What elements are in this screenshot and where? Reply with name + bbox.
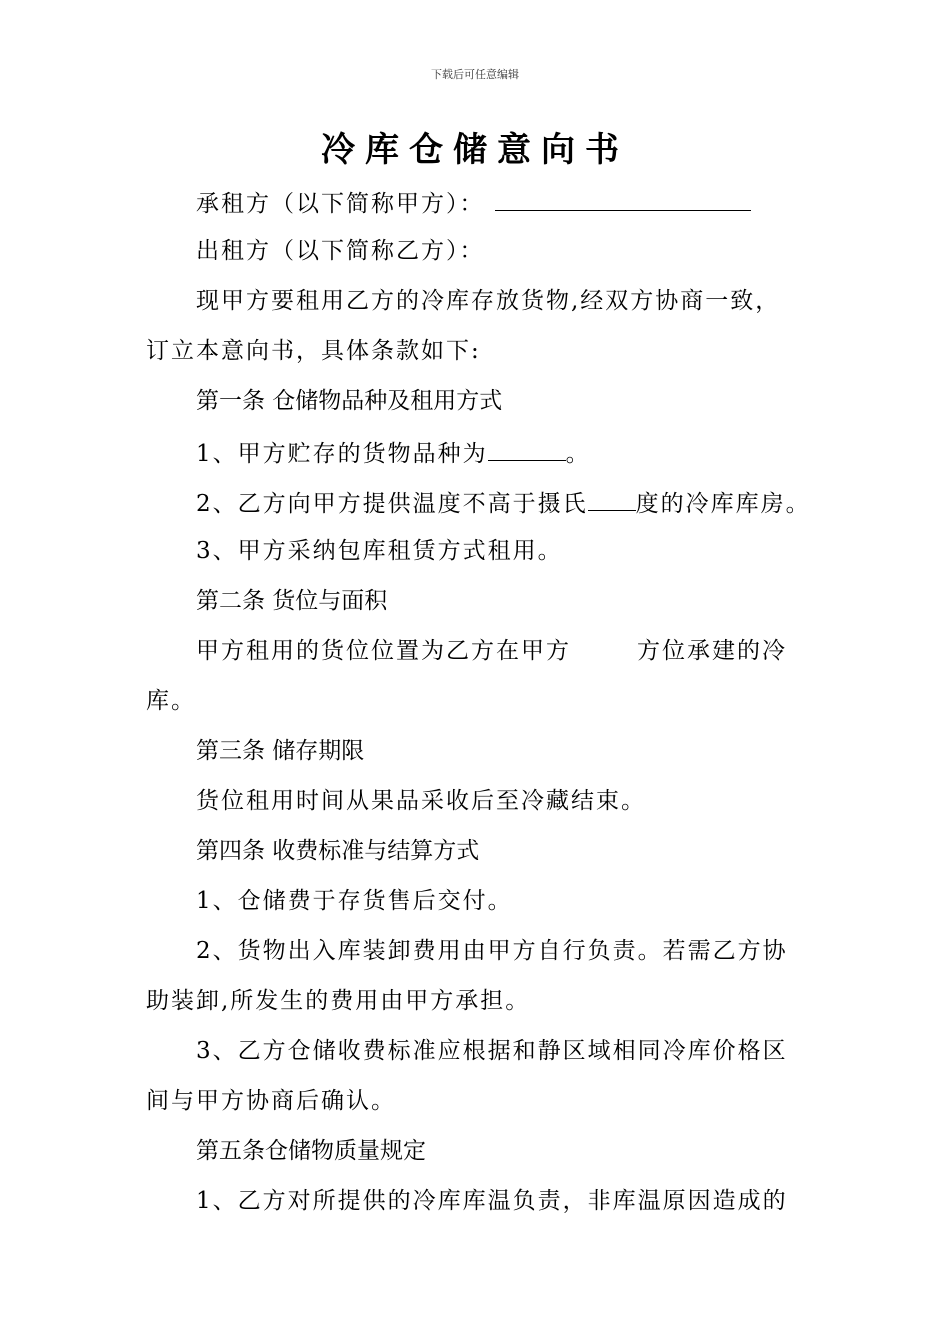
article-4-item-3-line-2: 间与甲方协商后确认。 <box>146 1088 396 1114</box>
header-note: 下载后可任意编辑 <box>431 68 519 81</box>
article-2-heading: 第二条 货位与面积 <box>196 588 388 614</box>
article-4-item-1: 1、仓储费于存货售后交付。 <box>196 888 513 914</box>
lessor-line <box>196 234 876 268</box>
article-4-heading: 第四条 收费标准与结算方式 <box>196 838 480 864</box>
article-1-item-2 <box>196 484 876 521</box>
intro-line-2: 订立本意向书，具体条款如下: <box>146 338 481 364</box>
article-3-text: 货位租用时间从果品采收后至冷藏结束。 <box>196 788 646 814</box>
article-5-heading: 第五条仓储物质量规定 <box>196 1138 426 1164</box>
article-5-item-1-line-1: 1、乙方对所提供的冷库库温负责，非库温原因造成的 <box>196 1188 788 1214</box>
article-1-item-2-text: 2、乙方向甲方提供温度不高于摄氏 <box>196 491 588 517</box>
lessor-label: 出租方（以下简称乙方）： <box>196 238 485 264</box>
article-4-item-2-line-1: 2、货物出入库装卸费用由甲方自行负责。若需乙方协 <box>196 938 788 964</box>
temperature-blank <box>588 484 636 511</box>
article-1-item-1-text: 1、甲方贮存的货物品种为 <box>196 441 488 467</box>
lessee-line <box>196 184 876 221</box>
article-1-item-2-end: 度的冷库库房。 <box>635 491 811 517</box>
article-4-item-3-line-1: 3、乙方仓储收费标准应根据和静区域相同冷库价格区 <box>196 1038 788 1064</box>
article-2-text <box>196 634 876 668</box>
goods-type-blank <box>488 434 566 461</box>
article-4-item-2-line-2: 助装卸,所发生的费用由甲方承担。 <box>146 988 531 1014</box>
article-2-text-2: 库。 <box>146 688 196 714</box>
article-2-text-a: 甲方租用的货位位置为乙方在甲方 <box>196 638 571 664</box>
document-title: 冷库仓储意向书 <box>321 130 629 170</box>
lessee-blank <box>495 184 751 211</box>
intro-line-1: 现甲方要租用乙方的冷库存放货物,经双方协商一致， <box>196 288 781 314</box>
lessee-label: 承租方（以下简称甲方）： <box>196 191 485 217</box>
article-1-item-3: 3、甲方采纳包库租赁方式租用。 <box>196 538 563 564</box>
article-3-heading: 第三条 储存期限 <box>196 738 365 764</box>
article-1-item-1-end: 。 <box>565 441 591 467</box>
article-1-heading: 第一条 仓储物品种及租用方式 <box>196 388 503 414</box>
article-1-item-1 <box>196 434 876 471</box>
article-2-text-b: 方位承建的冷 <box>637 638 787 664</box>
